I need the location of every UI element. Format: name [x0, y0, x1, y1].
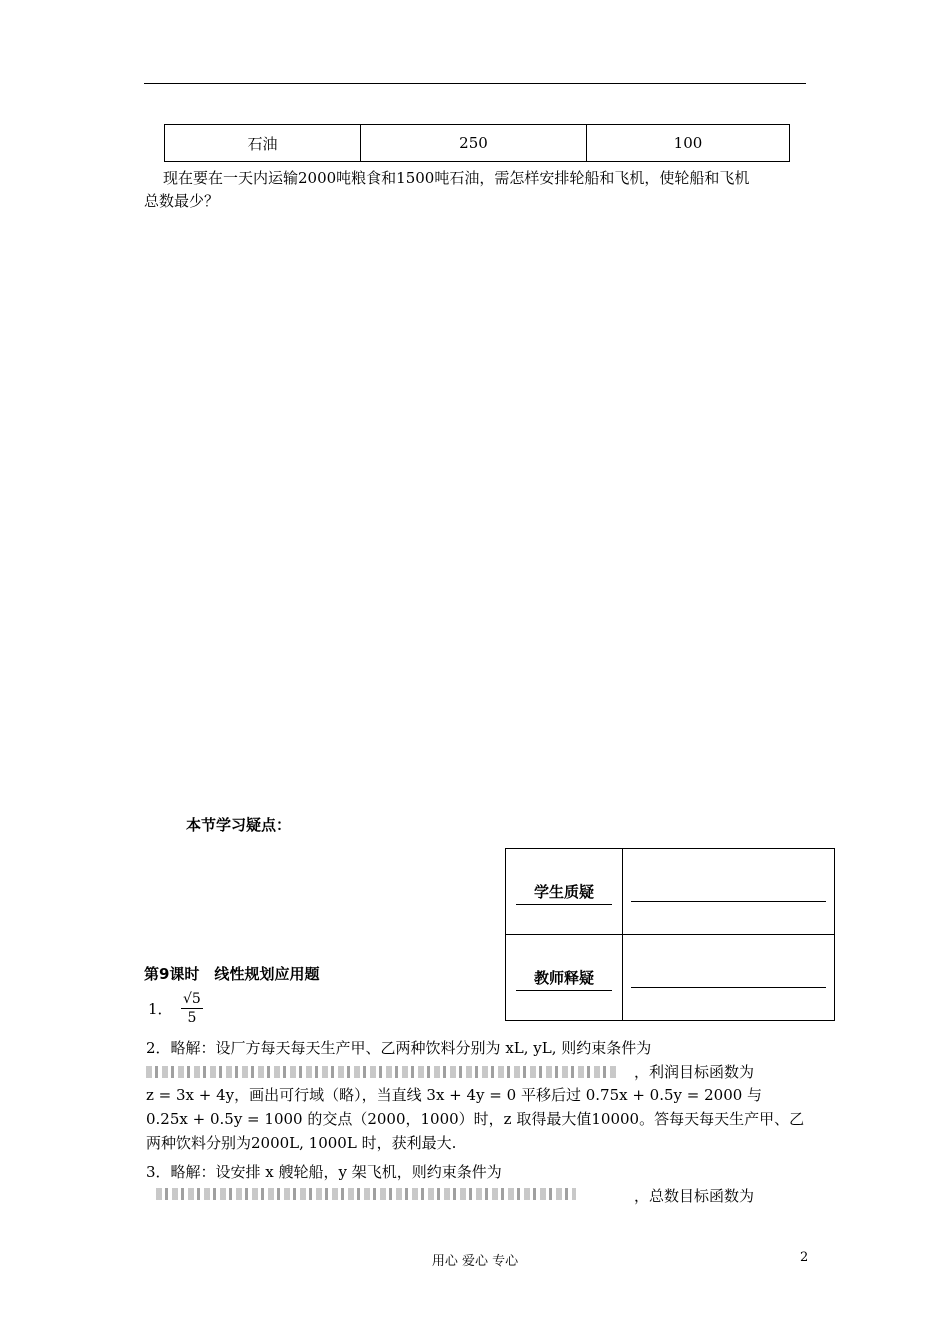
qa-row-teacher: [506, 935, 835, 1021]
problem-text-line1: 现在要在一天内运输2000吨粮食和1500吨石油，需怎样安排轮船和飞机，使轮船和飞机: [163, 169, 750, 187]
qa-table: [505, 848, 835, 1021]
answer1-number: 1．: [148, 1000, 173, 1018]
student-question-label: 学生质疑: [516, 881, 612, 905]
qa-row-student: [506, 849, 835, 935]
answer3-line2-tail: ，总数目标函数为: [634, 1187, 755, 1205]
transport-table: [164, 124, 790, 162]
table-cell: 250: [361, 125, 587, 162]
answer2-line5: 两种饮料分别为2000L, 1000L 时，获利最大.: [146, 1134, 457, 1152]
blurred-constraint-formula: [156, 1188, 576, 1200]
answer3-line1: 3．略解：设安排 x 艘轮船，y 架飞机，则约束条件为: [146, 1163, 502, 1181]
answer-line: [631, 901, 826, 902]
teacher-answer-field[interactable]: [623, 935, 835, 1021]
doubts-heading: 本节学习疑点：: [186, 816, 292, 834]
lesson-title: 第9课时 线性规划应用题: [144, 965, 320, 983]
answer2-line1: 2．略解：设厂方每天每天生产甲、乙两种饮料分别为 xL, yL, 则约束条件为: [146, 1039, 652, 1057]
answer2-line3: z = 3x + 4y，画出可行域（略），当直线 3x + 4y = 0 平移后过 0.75x + 0.5y = 2000 与: [146, 1086, 763, 1104]
answer2-line2-tail: ，利润目标函数为: [634, 1063, 755, 1081]
table-cell: 100: [587, 125, 790, 162]
answer1-fraction: [181, 990, 203, 1027]
problem-text-line2: 总数最少？: [144, 192, 220, 210]
answer-line: [631, 987, 826, 988]
page-number: 2: [800, 1250, 809, 1265]
teacher-answer-label: 教师释疑: [516, 967, 612, 991]
fraction-numerator: √5: [183, 991, 201, 1007]
table-cell: 石油: [165, 125, 361, 162]
student-question-field[interactable]: [623, 849, 835, 935]
header-rule: [144, 83, 806, 84]
table-row: [165, 125, 790, 162]
page-footer: 用心 爱心 专心: [431, 1254, 519, 1269]
answer2-line4: 0.25x + 0.5y = 1000 的交点（2000，1000）时，z 取得最大值10000。答每天每天生产甲、乙: [146, 1110, 805, 1128]
fraction-denominator: 5: [187, 1010, 197, 1026]
blurred-constraint-formula: [146, 1066, 616, 1078]
